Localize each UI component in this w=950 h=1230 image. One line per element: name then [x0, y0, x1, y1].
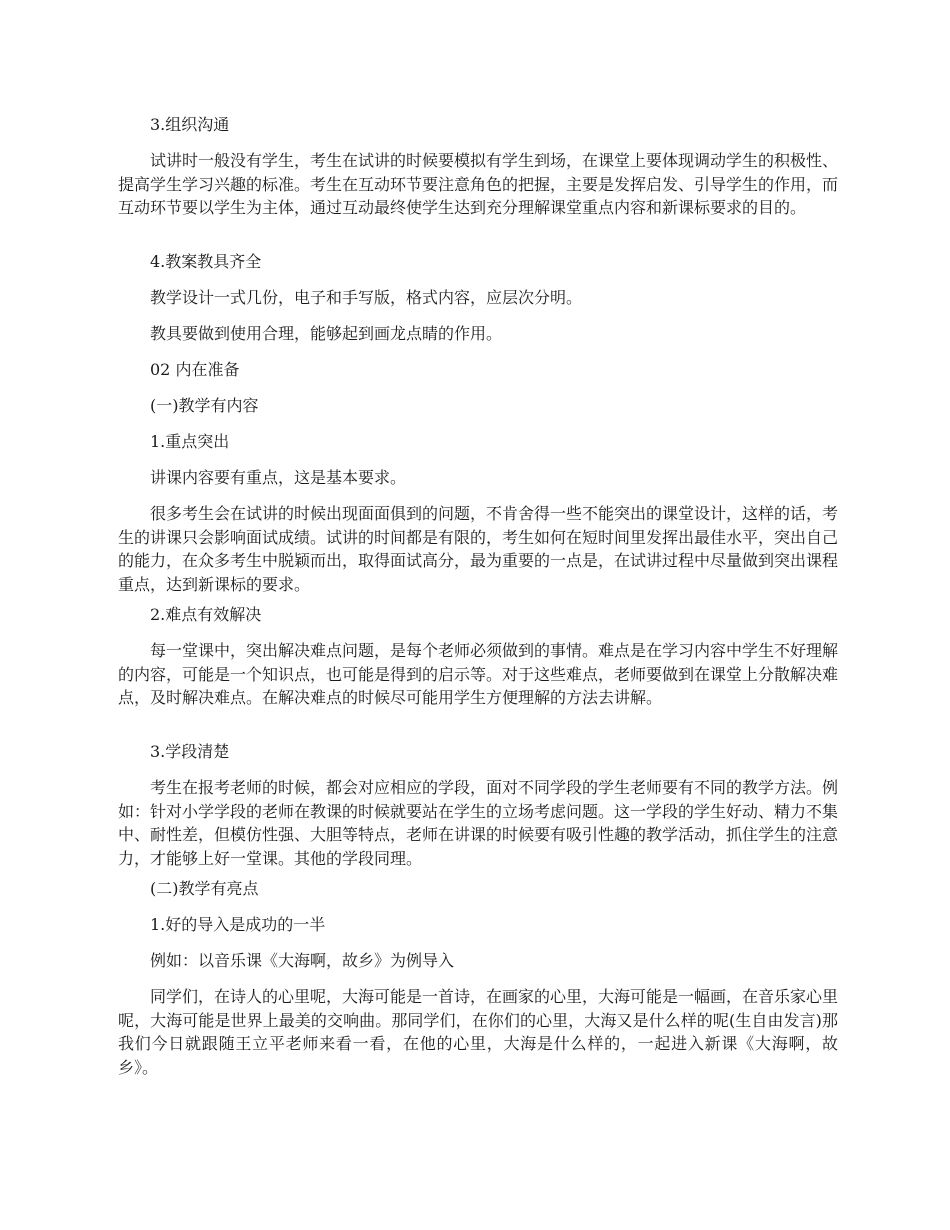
subheading-teaching-highlights: (二)教学有亮点 [150, 879, 259, 898]
paragraph-example-intro: 例如：以音乐课《大海啊，故乡》为例导入 [150, 951, 455, 970]
paragraph-teaching-aids: 教具要做到使用合理，能够起到画龙点睛的作用。 [150, 324, 503, 343]
paragraph-solve-difficult-points: 每一堂课中，突出解决难点问题，是每个老师必须做到的事情。难点是在学习内容中学生不好理解的内容，可能是一个知识点，也可能是得到的启示等。对于这些难点，老师要做到在课堂上分散解决难点，及时解决难点。在解决难点的时候尽可能用学生方便理解的方法去讲解。 [118, 641, 839, 707]
paragraph-highlight-key-points: 很多考生会在试讲的时候出现面面俱到的问题，不肯舍得一些不能突出的课堂设计，这样的话，考生的讲课只会影响面试成绩。试讲的时间都是有限的，考生如何在短时间里发挥出最佳水平，突出自己的能力，在众多考生中脱颖而出，取得面试高分，最为重要的一点是，在试讲过程中尽量做到突出课程重点，达到新课标的要求。 [118, 504, 839, 594]
section-heading-lesson-plan-materials: 4.教案教具齐全 [150, 252, 262, 271]
paragraph-grade-level-methods: 考生在报考老师的时候，都会对应相应的学段，面对不同学段的学生老师要有不同的教学方法。例如：针对小学学段的老师在教课的时候就要站在学生的立场考虑问题。这一学段的学生好动、精力不集中、耐性差，但模仿性强、大胆等特点，老师在讲课的时候要有吸引性趣的教学活动，抓住学生的注意力，才能够上好一堂课。其他的学段同理。 [118, 778, 839, 868]
paragraph-trial-lecture-interaction: 试讲时一般没有学生，考生在试讲的时候要模拟有学生到场，在课堂上要体现调动学生的积极性、提高学生学习兴趣的标准。考生在互动环节要注意角色的把握，主要是发挥启发、引导学生的作用，而互动环节要以学生为主体，通过互动最终使学生达到充分理解课堂重点内容和新课标要求的目的。 [118, 151, 839, 217]
paragraph-key-points-requirement: 讲课内容要有重点，这是基本要求。 [150, 468, 407, 487]
section-heading-good-introduction: 1.好的导入是成功的一半 [150, 915, 326, 934]
section-heading-difficult-points: 2.难点有效解决 [150, 605, 262, 624]
subheading-teaching-content: (一)教学有内容 [150, 396, 259, 415]
section-heading-key-points: 1.重点突出 [150, 432, 230, 451]
paragraph-lesson-design-copies: 教学设计一式几份，电子和手写版，格式内容，应层次分明。 [150, 288, 583, 307]
section-heading-inner-preparation: 02 内在准备 [150, 360, 240, 379]
section-heading-grade-level: 3.学段清楚 [150, 742, 230, 761]
paragraph-sea-introduction: 同学们，在诗人的心里呢，大海可能是一首诗，在画家的心里，大海可能是一幅画，在音乐家心里呢，大海可能是世界上最美的交响曲。那同学们，在你们的心里，大海又是什么样的呢(生自由发言)那我们今日就跟随王立平老师来看一看，在他的心里，大海是什么样的，一起进入新课《大海啊，故乡》。 [118, 987, 839, 1077]
section-heading-organize-communication: 3.组织沟通 [150, 115, 230, 134]
